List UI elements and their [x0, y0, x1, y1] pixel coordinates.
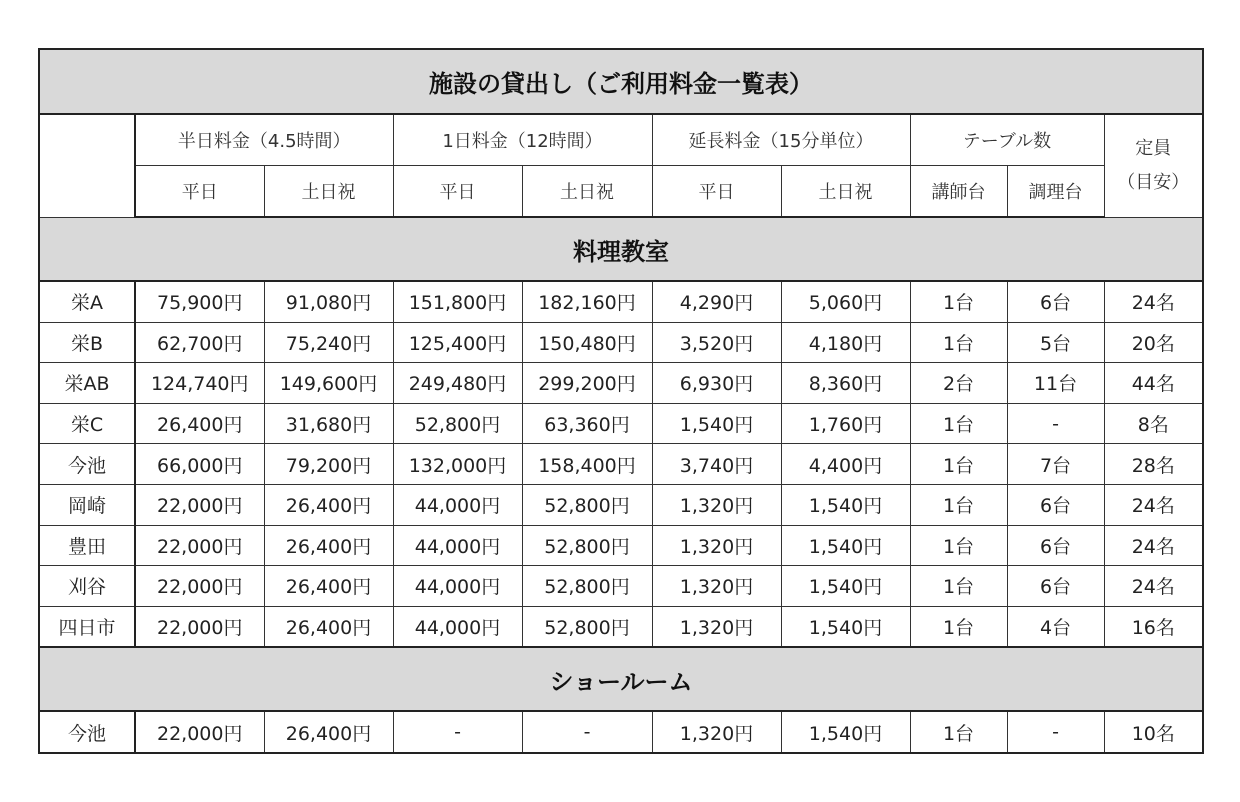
table-cell: 151,800円	[393, 281, 522, 322]
subheader-cooking-table: 調理台	[1007, 166, 1104, 218]
table-cell: 125,400円	[393, 322, 522, 363]
header-tables: テーブル数	[910, 114, 1104, 166]
table-cell: 182,160円	[522, 281, 652, 322]
table-cell: 1,320円	[652, 484, 781, 525]
table-cell: 4,180円	[781, 322, 910, 363]
table-cell: 63,360円	[522, 403, 652, 444]
table-cell: 91,080円	[264, 281, 393, 322]
table-row	[39, 281, 1203, 322]
header-capacity-line2: （目安）	[1117, 171, 1190, 193]
table-cell: -	[1007, 711, 1104, 753]
location-name: 四日市	[39, 606, 135, 647]
section-header: ショールーム	[39, 647, 1203, 711]
table-cell: 3,740円	[652, 444, 781, 485]
location-name: 岡崎	[39, 484, 135, 525]
table-row	[39, 525, 1203, 566]
table-cell: 4台	[1007, 606, 1104, 647]
location-name: 今池	[39, 711, 135, 753]
table-cell: 1,540円	[781, 606, 910, 647]
table-cell: 1,540円	[781, 566, 910, 607]
table-cell: 44,000円	[393, 484, 522, 525]
table-cell: 1台	[910, 444, 1007, 485]
table-cell: 44,000円	[393, 606, 522, 647]
table-cell: 5台	[1007, 322, 1104, 363]
table-cell: 24名	[1104, 281, 1203, 322]
table-cell: 28名	[1104, 444, 1203, 485]
table-cell: 2台	[910, 363, 1007, 404]
table-cell: 44,000円	[393, 525, 522, 566]
location-name: 豊田	[39, 525, 135, 566]
location-name: 栄A	[39, 281, 135, 322]
table-cell: 22,000円	[135, 484, 264, 525]
table-cell: 1,540円	[781, 484, 910, 525]
table-cell: 1台	[910, 606, 1007, 647]
corner-cell	[39, 114, 135, 217]
table-title: 施設の貸出し（ご利用料金一覧表）	[39, 49, 1203, 114]
table-cell: 1台	[910, 711, 1007, 753]
table-cell: 75,240円	[264, 322, 393, 363]
table-cell: 6台	[1007, 484, 1104, 525]
location-name: 栄AB	[39, 363, 135, 404]
table-cell: 8,360円	[781, 363, 910, 404]
table-cell: 24名	[1104, 525, 1203, 566]
table-cell: 26,400円	[264, 484, 393, 525]
table-cell: 1台	[910, 525, 1007, 566]
table-row	[39, 606, 1203, 647]
table-cell: 44名	[1104, 363, 1203, 404]
table-cell: 3,520円	[652, 322, 781, 363]
table-cell: 6台	[1007, 525, 1104, 566]
table-cell: 31,680円	[264, 403, 393, 444]
table-cell: 1,320円	[652, 711, 781, 753]
table-cell: 299,200円	[522, 363, 652, 404]
table-cell: 26,400円	[264, 525, 393, 566]
subheader-half-holiday: 土日祝	[264, 166, 393, 218]
table-cell: 150,480円	[522, 322, 652, 363]
location-name: 栄B	[39, 322, 135, 363]
table-cell: 44,000円	[393, 566, 522, 607]
table-cell: 5,060円	[781, 281, 910, 322]
section-header: 料理教室	[39, 217, 1203, 281]
table-cell: 1台	[910, 403, 1007, 444]
table-cell: 52,800円	[522, 566, 652, 607]
table-row	[39, 363, 1203, 404]
table-cell: 1台	[910, 281, 1007, 322]
table-cell: 6,930円	[652, 363, 781, 404]
table-cell: 10名	[1104, 711, 1203, 753]
table-cell: 52,800円	[522, 525, 652, 566]
header-extension: 延長料金（15分単位）	[652, 114, 910, 166]
header-capacity-line1: 定員	[1135, 137, 1172, 159]
table-cell: 26,400円	[264, 606, 393, 647]
location-name: 刈谷	[39, 566, 135, 607]
table-cell: 124,740円	[135, 363, 264, 404]
table-cell: 1台	[910, 322, 1007, 363]
table-cell: 62,700円	[135, 322, 264, 363]
subheader-ext-weekday: 平日	[652, 166, 781, 218]
table-cell: -	[1007, 403, 1104, 444]
table-cell: 1,540円	[781, 711, 910, 753]
table-cell: -	[393, 711, 522, 753]
table-cell: 52,800円	[522, 606, 652, 647]
table-cell: 4,290円	[652, 281, 781, 322]
table-cell: 132,000円	[393, 444, 522, 485]
location-name: 今池	[39, 444, 135, 485]
table-row	[39, 711, 1203, 753]
table-row	[39, 403, 1203, 444]
table-cell: 26,400円	[135, 403, 264, 444]
table-cell: 66,000円	[135, 444, 264, 485]
table-row	[39, 444, 1203, 485]
table-cell: 249,480円	[393, 363, 522, 404]
table-cell: 8名	[1104, 403, 1203, 444]
table-cell: 149,600円	[264, 363, 393, 404]
rate-table	[38, 48, 1204, 754]
subheader-ext-holiday: 土日祝	[781, 166, 910, 218]
table-cell: 1,320円	[652, 525, 781, 566]
table-cell: 24名	[1104, 566, 1203, 607]
table-row	[39, 566, 1203, 607]
table-cell: 1,540円	[781, 525, 910, 566]
table-cell: 4,400円	[781, 444, 910, 485]
table-cell: -	[522, 711, 652, 753]
subheader-full-holiday: 土日祝	[522, 166, 652, 218]
subheader-half-weekday: 平日	[135, 166, 264, 218]
table-cell: 11台	[1007, 363, 1104, 404]
table-cell: 52,800円	[393, 403, 522, 444]
table-cell: 158,400円	[522, 444, 652, 485]
header-capacity	[1104, 114, 1203, 217]
table-cell: 1台	[910, 566, 1007, 607]
table-cell: 79,200円	[264, 444, 393, 485]
table-cell: 16名	[1104, 606, 1203, 647]
table-cell: 1,320円	[652, 606, 781, 647]
header-half-day: 半日料金（4.5時間）	[135, 114, 393, 166]
table-cell: 6台	[1007, 281, 1104, 322]
table-cell: 22,000円	[135, 525, 264, 566]
table-cell: 75,900円	[135, 281, 264, 322]
table-cell: 6台	[1007, 566, 1104, 607]
table-cell: 1,320円	[652, 566, 781, 607]
table-cell: 1,540円	[652, 403, 781, 444]
table-cell: 22,000円	[135, 566, 264, 607]
table-cell: 7台	[1007, 444, 1104, 485]
table-cell: 20名	[1104, 322, 1203, 363]
table-cell: 22,000円	[135, 606, 264, 647]
table-cell: 22,000円	[135, 711, 264, 753]
table-cell: 1台	[910, 484, 1007, 525]
table-cell: 26,400円	[264, 711, 393, 753]
table-cell: 52,800円	[522, 484, 652, 525]
header-full-day: 1日料金（12時間）	[393, 114, 652, 166]
table-cell: 1,760円	[781, 403, 910, 444]
table-row	[39, 322, 1203, 363]
table-cell: 24名	[1104, 484, 1203, 525]
table-cell: 26,400円	[264, 566, 393, 607]
subheader-instructor-table: 講師台	[910, 166, 1007, 218]
subheader-full-weekday: 平日	[393, 166, 522, 218]
table-row	[39, 484, 1203, 525]
location-name: 栄C	[39, 403, 135, 444]
